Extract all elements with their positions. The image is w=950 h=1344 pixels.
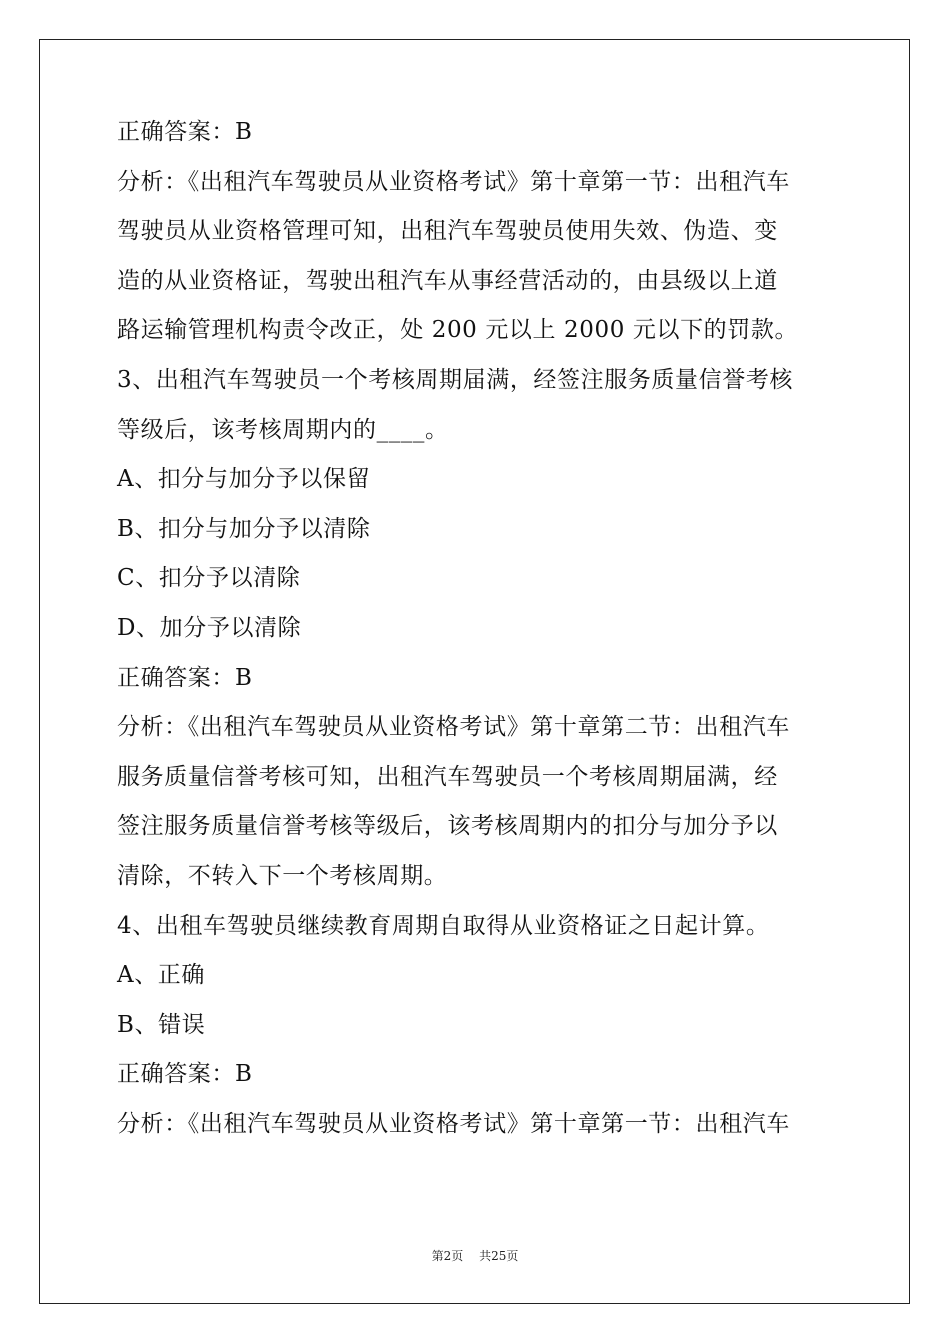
option-b: B、错误	[117, 1011, 206, 1038]
page-footer	[0, 1247, 950, 1264]
analysis-line: 分析：《出租汽车驾驶员从业资格考试》第十章第二节：出租汽车	[117, 714, 790, 741]
answer-line: 正确答案：B	[117, 664, 253, 691]
analysis-line: 分析：《出租汽车驾驶员从业资格考试》第十章第一节：出租汽车	[117, 1110, 790, 1137]
answer-line: 正确答案：B	[117, 1061, 253, 1088]
document-body	[117, 108, 842, 1149]
page-number: 第2页	[431, 1249, 464, 1263]
question-3-line: 3、出租汽车驾驶员一个考核周期届满，经签注服务质量信誉考核	[117, 366, 794, 393]
option-d: D、加分予以清除	[117, 614, 302, 641]
page-total: 共25页	[479, 1249, 519, 1263]
analysis-line: 路运输管理机构责令改正，处 200 元以上 2000 元以下的罚款。	[117, 317, 799, 344]
question-4-line: 4、出租车驾驶员继续教育周期自取得从业资格证之日起计算。	[117, 912, 770, 939]
answer-line: 正确答案：B	[117, 119, 253, 145]
analysis-line: 驾驶员从业资格管理可知，出租汽车驾驶员使用失效、伪造、变	[117, 218, 778, 245]
option-a: A、扣分与加分予以保留	[117, 466, 371, 493]
option-b: B、扣分与加分予以清除	[117, 515, 371, 542]
analysis-line: 清除，不转入下一个考核周期。	[117, 862, 448, 889]
analysis-line: 签注服务质量信誉考核等级后，该考核周期内的扣分与加分予以	[117, 813, 778, 840]
option-a: A、正确	[117, 962, 206, 989]
analysis-line: 服务质量信誉考核可知，出租汽车驾驶员一个考核周期届满，经	[117, 763, 778, 790]
question-3-line: 等级后，该考核周期内的____。	[117, 416, 449, 443]
analysis-line: 造的从业资格证，驾驶出租汽车从事经营活动的，由县级以上道	[117, 267, 778, 294]
option-c: C、扣分予以清除	[117, 565, 301, 592]
analysis-line: 分析：《出租汽车驾驶员从业资格考试》第十章第一节：出租汽车	[117, 168, 790, 195]
